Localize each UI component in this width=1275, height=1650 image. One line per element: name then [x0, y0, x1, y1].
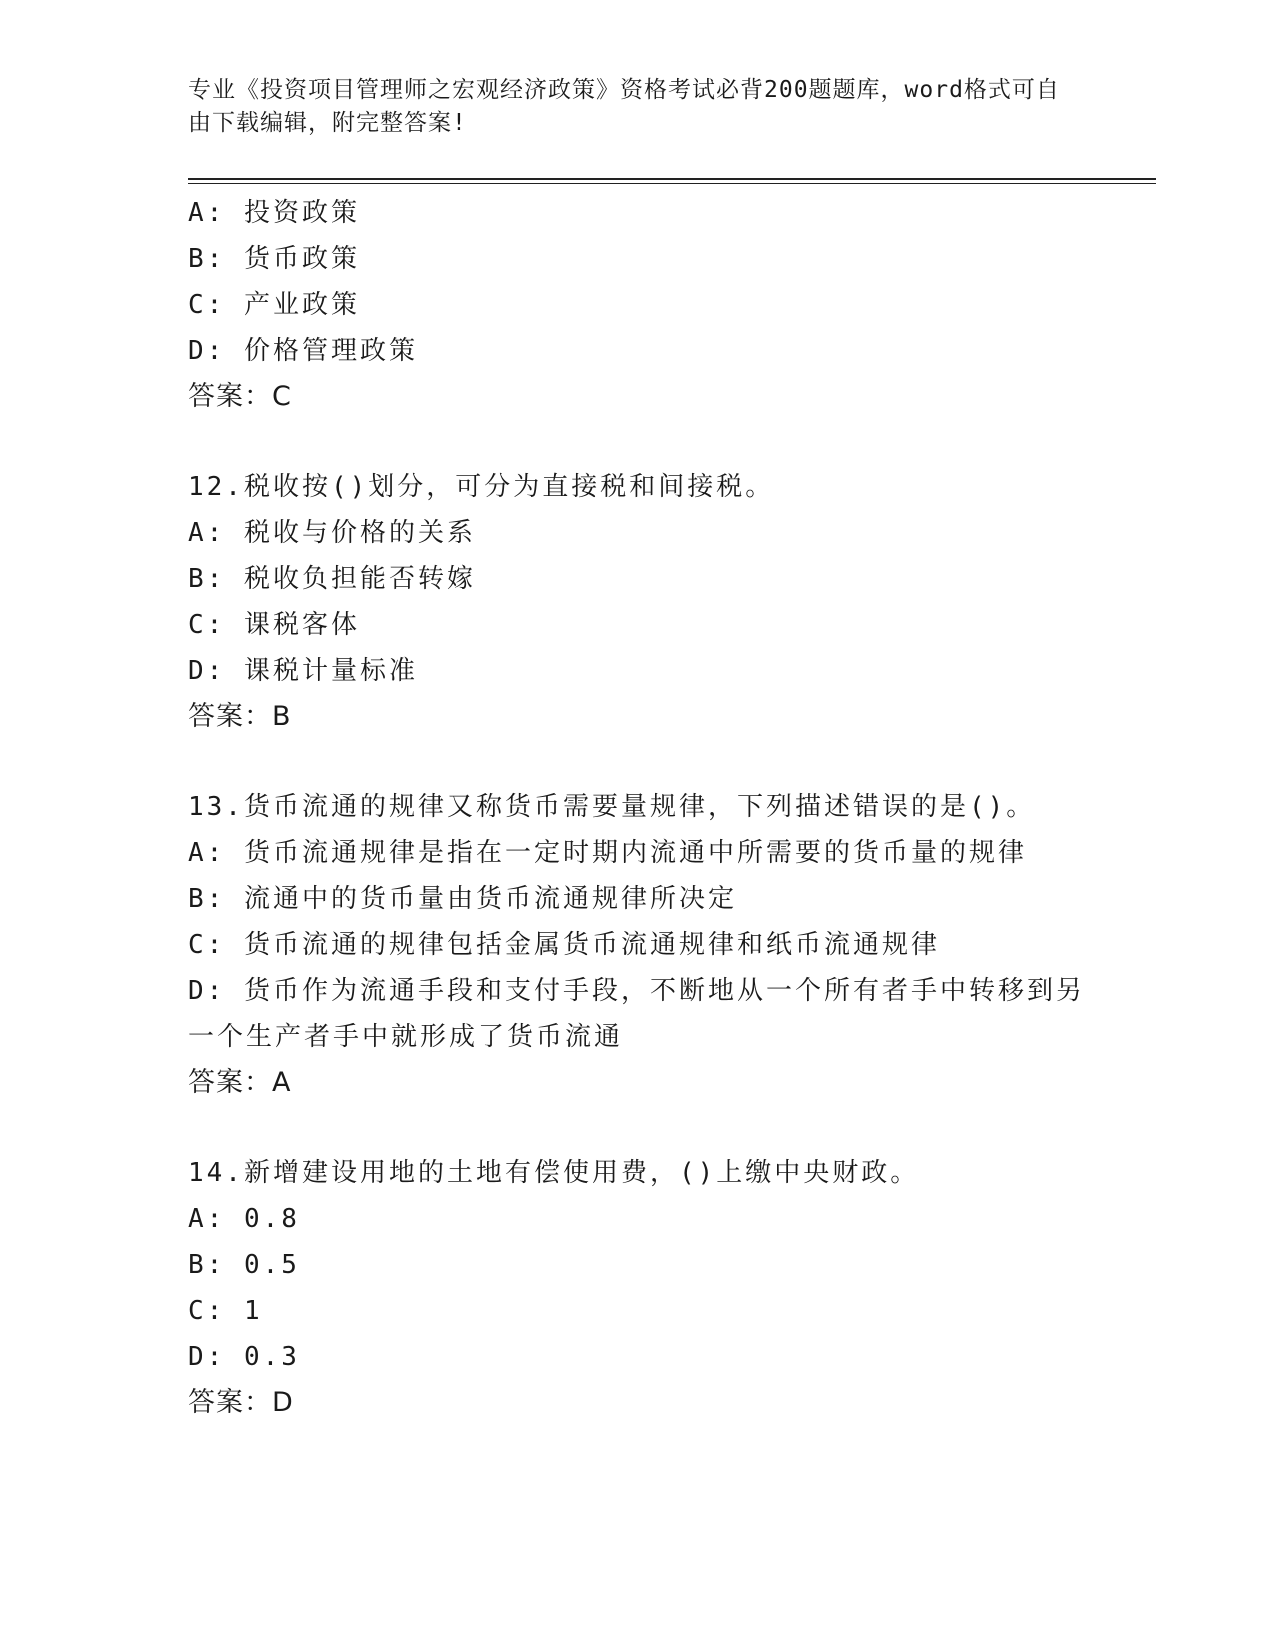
option-c: C: 产业政策: [188, 290, 360, 320]
question-stem: 14.新增建设用地的土地有偿使用费，()上缴中央财政。: [188, 1158, 920, 1188]
option-a: A: 税收与价格的关系: [188, 518, 476, 548]
option-b: B: 货币政策: [188, 244, 360, 274]
option-d: D: 0.3: [188, 1342, 300, 1372]
option-b: B: 税收负担能否转嫁: [188, 564, 476, 594]
question-13: [188, 784, 1088, 1106]
spacer: [188, 1106, 1088, 1150]
document-header: 专业《投资项目管理师之宏观经济政策》资格考试必背200题题库，word格式可自由下载编辑，附完整答案!: [188, 77, 1060, 136]
answer-label: 答案：A: [188, 1067, 292, 1098]
question-stem: 12.税收按()划分，可分为直接税和间接税。: [188, 472, 775, 502]
option-c: C: 货币流通的规律包括金属货币流通规律和纸币流通规律: [188, 930, 940, 960]
option-b: B: 流通中的货币量由货币流通规律所决定: [188, 884, 737, 914]
question-11: [188, 190, 1088, 420]
option-b: B: 0.5: [188, 1250, 300, 1280]
spacer: [188, 420, 1088, 464]
option-a: A: 0.8: [188, 1204, 300, 1234]
option-a: A: 货币流通规律是指在一定时期内流通中所需要的货币量的规律: [188, 838, 1027, 868]
question-list: [188, 190, 1088, 1426]
question-14: [188, 1150, 1088, 1426]
option-d: D: 课税计量标准: [188, 656, 418, 686]
option-a: A: 投资政策: [188, 198, 360, 228]
option-c: C: 课税客体: [188, 610, 360, 640]
spacer: [188, 740, 1088, 784]
question-stem: 13.货币流通的规律又称货币需要量规律，下列描述错误的是()。: [188, 792, 1036, 822]
option-d: D: 价格管理政策: [188, 336, 418, 366]
option-c: C: 1: [188, 1296, 263, 1326]
header-divider-thick: [188, 178, 1156, 180]
option-d: D: 货币作为流通手段和支付手段，不断地从一个所有者手中转移到另一个生产者手中就形成了货币流通: [188, 976, 1085, 1052]
answer-label: 答案：C: [188, 381, 292, 412]
answer-label: 答案：D: [188, 1387, 294, 1418]
answer-label: 答案：B: [188, 701, 292, 732]
question-12: [188, 464, 1088, 740]
header-divider-thin: [188, 183, 1156, 184]
